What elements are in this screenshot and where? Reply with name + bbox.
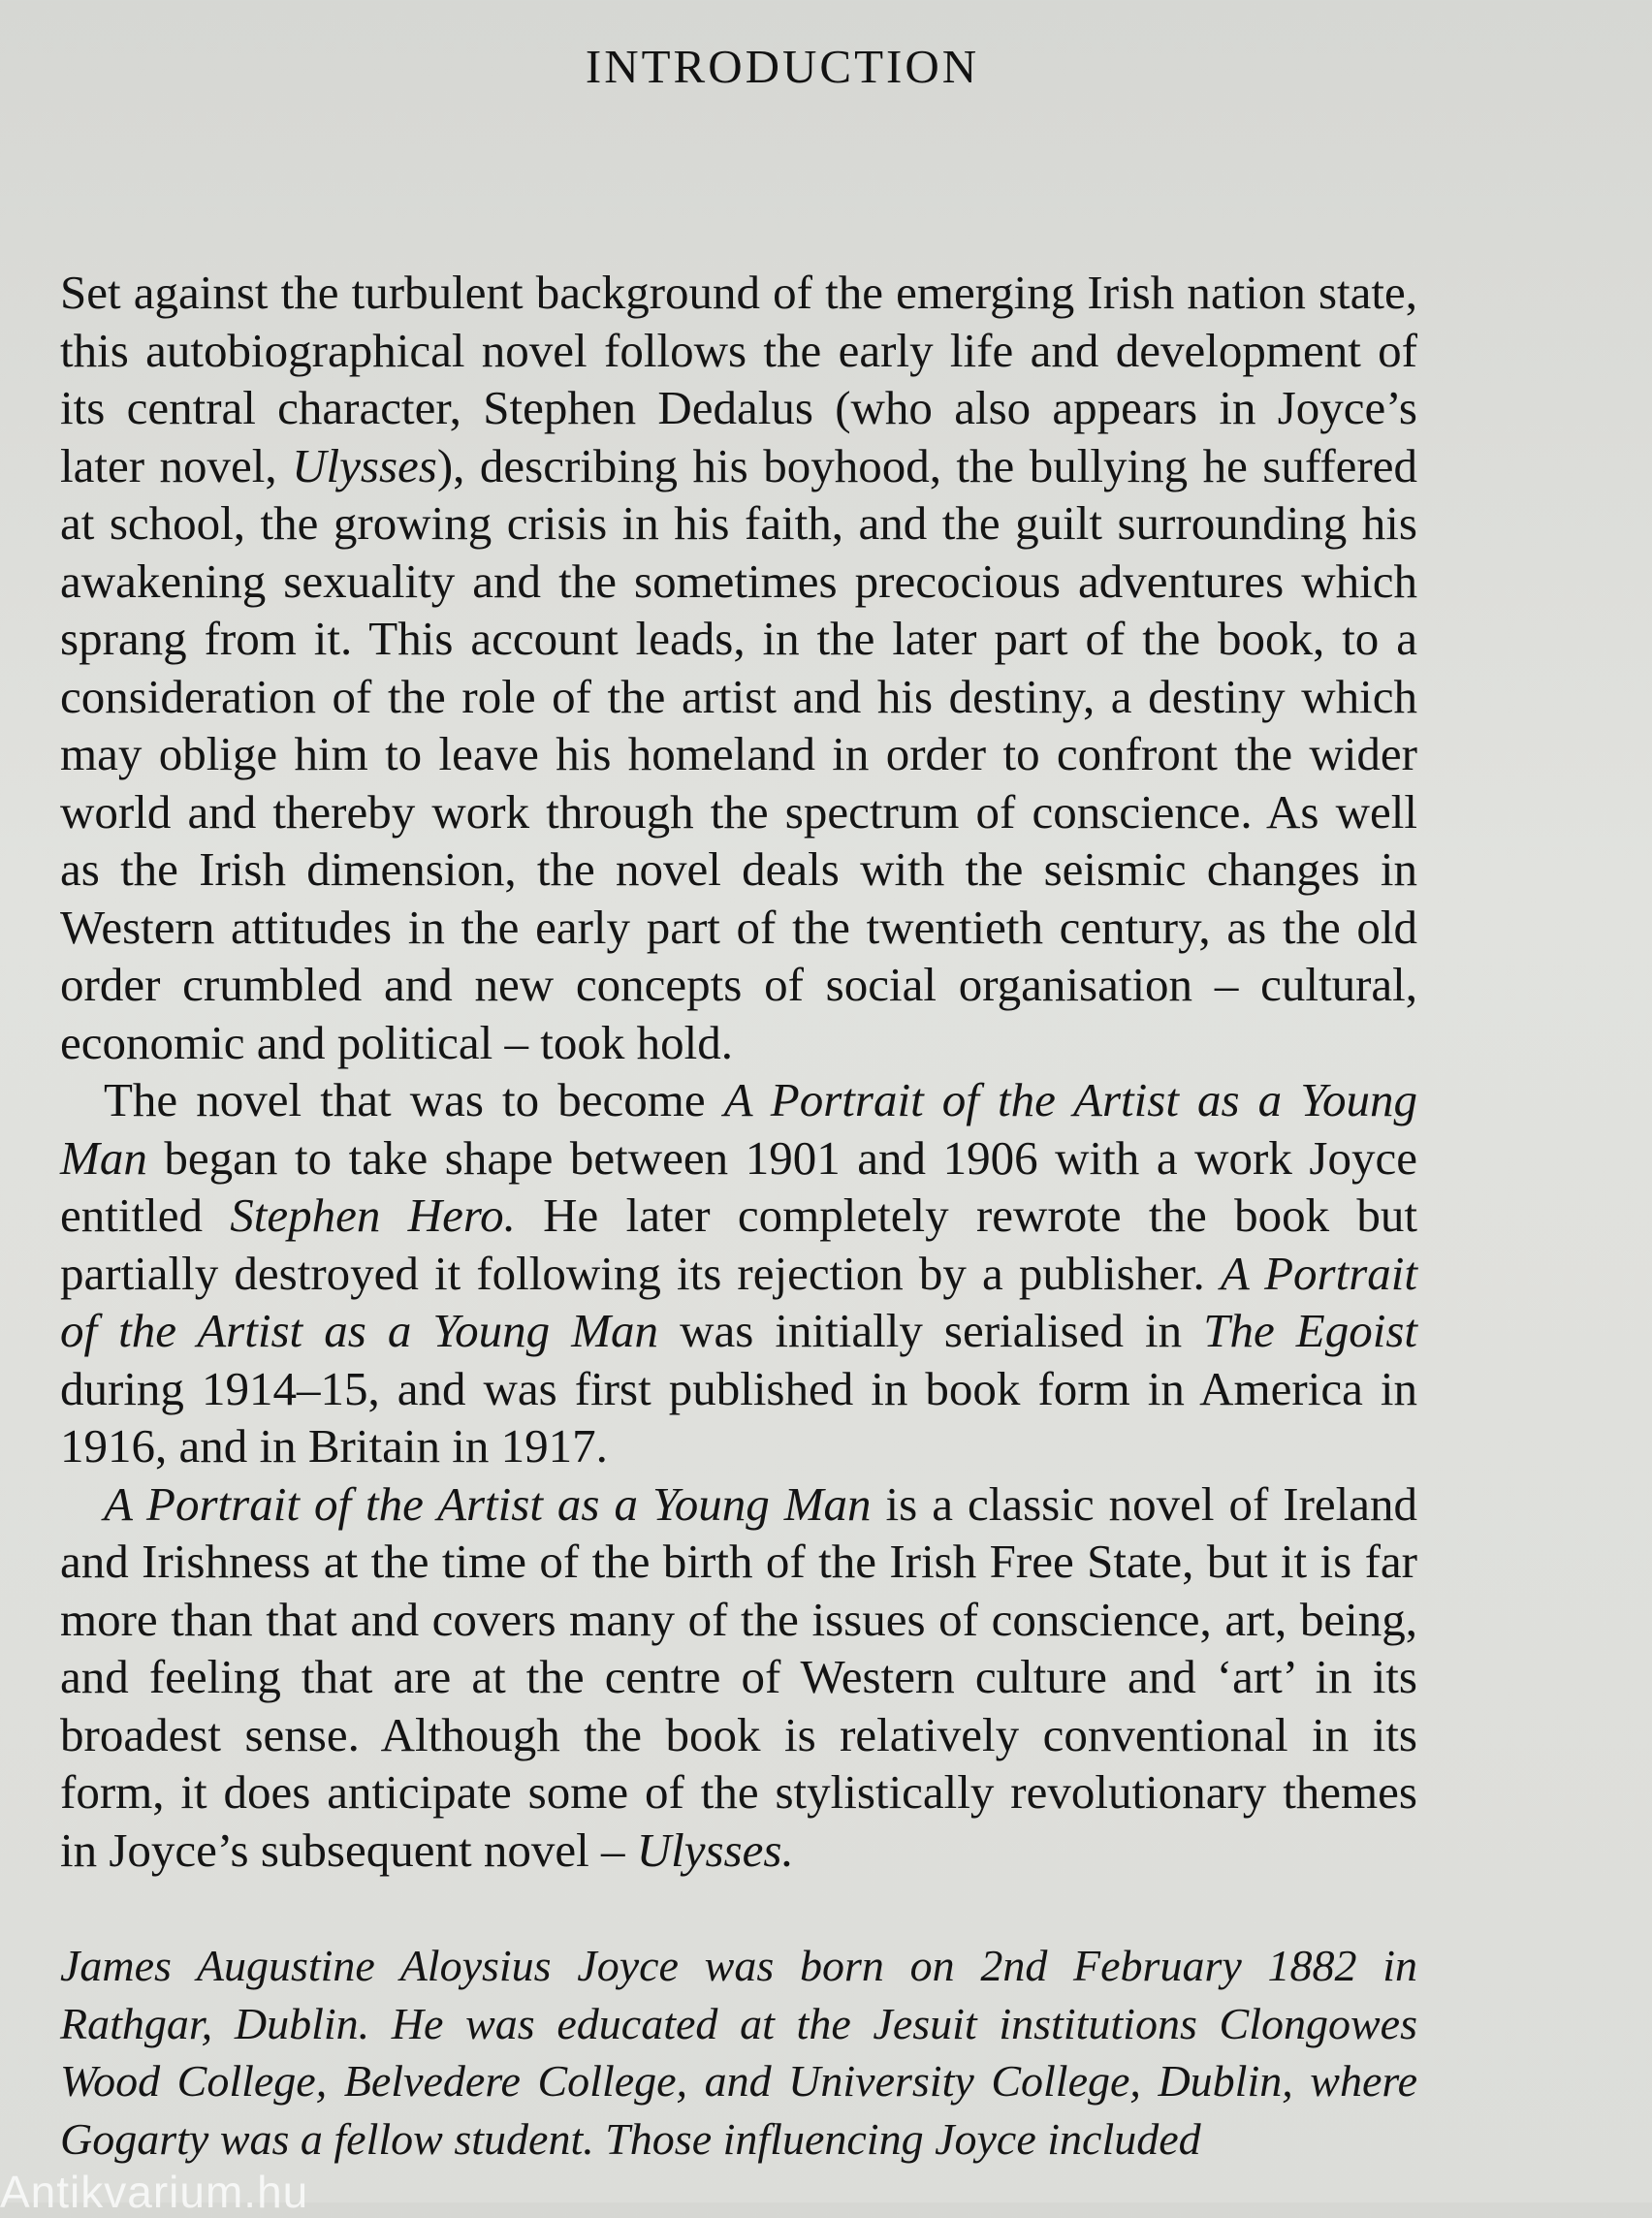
paragraph-1-text: Set against the turbulent background of the emerging Irish nation state, this autobiographical novel follows the early life and development of its central character, Stephen Dedalus (who also appears in Joyce’s later novel, bbox=[60, 266, 1417, 492]
paragraph-1-title-ulysses: Ulysses bbox=[292, 438, 437, 492]
paragraph-2-title-portrait-2: A Portrait of the Artist as a Young Man bbox=[60, 1246, 1417, 1357]
paragraph-2-text-end: during 1914–15, and was first published in book form in America in 1916, and in Britain in 1917. bbox=[60, 1361, 1417, 1473]
paragraph-2-text-mid1: began to take shape between 1901 and 1906 with a work Joyce entitled bbox=[60, 1130, 1417, 1242]
author-biography: James Augustine Aloysius Joyce was born on 2nd February 1882 in Rathgar, Dublin. He was educated at the Jesuit institutions Clongowes Wood College, Belvedere College, and University College, Dublin, where Gogarty was a fellow student. Those influencing Joyce included bbox=[60, 1941, 1417, 2164]
paragraph-2-text-mid3: was initially serialised in bbox=[658, 1304, 1204, 1357]
page-content bbox=[60, 39, 1417, 2212]
paragraph-2-text-start: The novel that was to become bbox=[104, 1073, 724, 1126]
paragraph-1-text-rest: ), describing his boyhood, the bullying he suffered at school, the growing crisis in his faith, and the guilt surrounding his awakening sexuality and the sometimes precocious adventures which sprang from it. This account leads, in the later part of the book, to a consideration of the role of the artist and his destiny, a destiny which may oblige him to leave his homeland in order to confront the wider world and thereby work through the spectrum of conscience. As well as the Irish dimension, the novel deals with the seismic changes in Western attitudes in the early part of the twentieth century, as the old order crumbled and new concepts of social organisation – cultural, economic and political – took hold. bbox=[60, 438, 1417, 1069]
paragraph-3-title-ulysses: Ulysses. bbox=[636, 1822, 794, 1877]
page-title: INTRODUCTION bbox=[585, 40, 980, 93]
paragraph-1 bbox=[60, 264, 1417, 1071]
paragraph-2 bbox=[60, 1071, 1417, 1475]
paragraph-2-title-stephen-hero: Stephen Hero. bbox=[230, 1188, 516, 1242]
paragraph-2-title-egoist: The Egoist bbox=[1203, 1304, 1417, 1357]
watermark: Antikvarium.hu bbox=[0, 2167, 309, 2217]
paragraph-2-text-mid2: He later completely rewrote the book but partially destroyed it following its rejection by a publisher. bbox=[60, 1188, 1417, 1300]
paragraph-3 bbox=[60, 1475, 1417, 1880]
paragraph-3-text: is a classic novel of Ireland and Irishness at the time of the birth of the Irish Free State, but it is far more than that and covers many of the issues of conscience, art, being, and feeling that are at the centre of Western culture and ‘art’ in its broadest sense. Although the book is relatively conventional in its form, it does anticipate some of the stylistically revolutionary themes in Joyce’s subsequent novel – bbox=[60, 1476, 1417, 1877]
paragraph-2-title-portrait: A Portrait of the Artist as a Young Man bbox=[60, 1073, 1417, 1185]
paragraph-3-title-portrait: A Portrait of the Artist as a Young Man bbox=[104, 1476, 872, 1531]
